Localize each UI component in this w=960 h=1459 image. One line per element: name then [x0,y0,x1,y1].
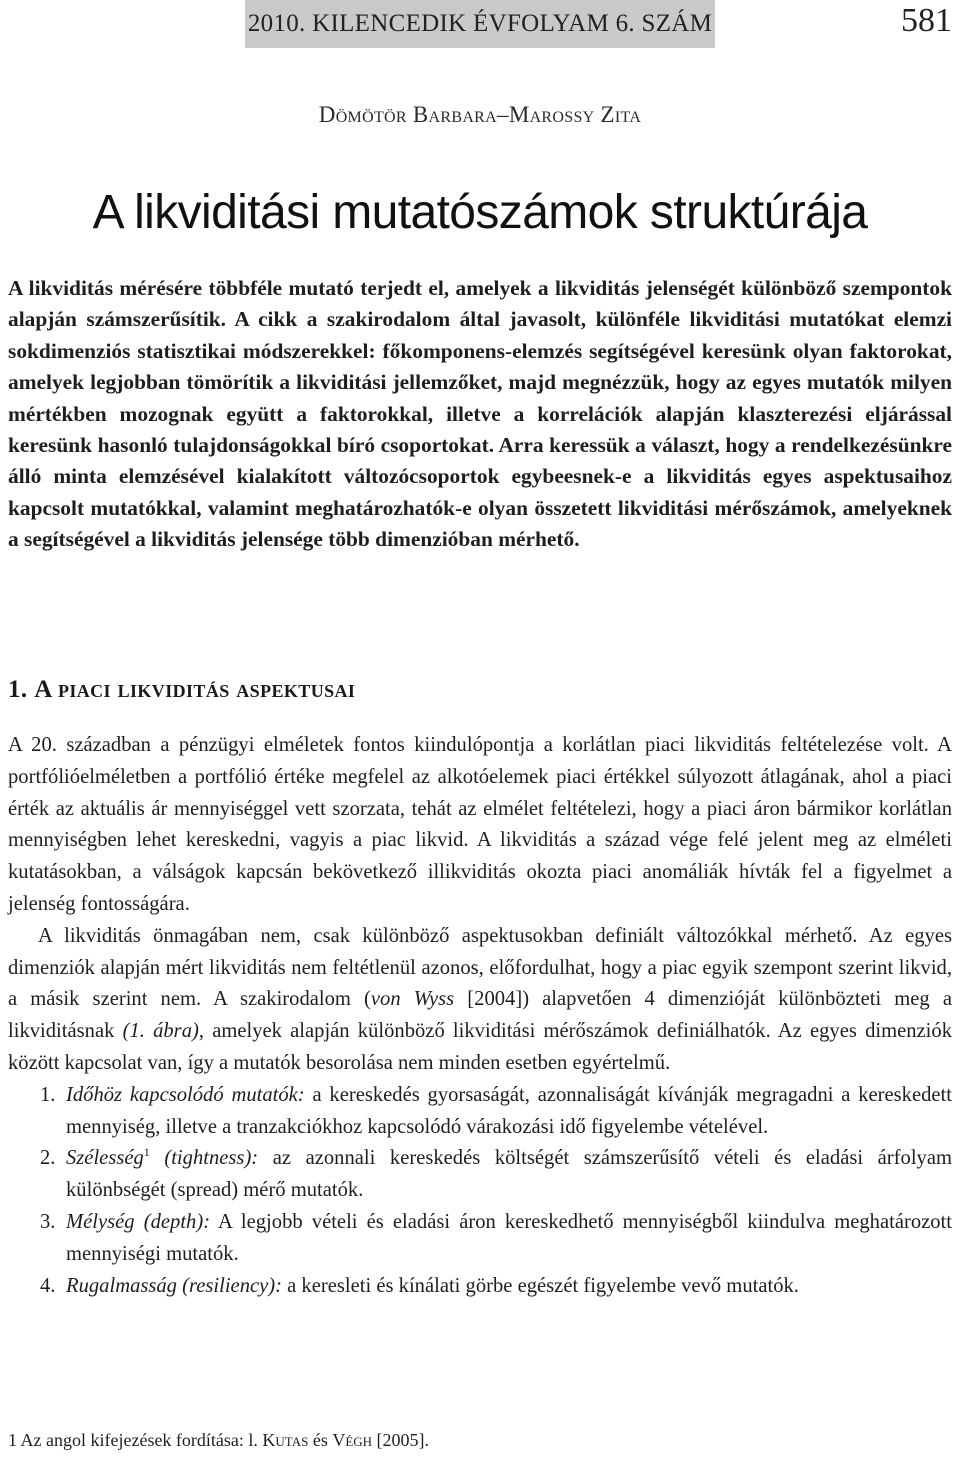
author-separator: – [497,102,509,127]
paragraph-2-text-b: [2004]) alapvetően 4 dimenzióját különbözteti meg a likviditásnak [8,988,952,1043]
author-first: Dömötör Barbara [318,102,498,127]
footnote-number: 1 [8,1430,17,1450]
running-header [0,0,960,48]
footnote-author-1: Kutas [262,1430,309,1450]
figure-reference: (1. ábra) [122,1020,199,1043]
footnote [8,1430,429,1451]
abstract: A likviditás mérésére többféle mutató terjedt el, amelyek a likviditás jelenségét különböző szempontok alapján számszerűsítik. A cikk a szakirodalom által javasolt, különféle likviditási mutatókat elemzi sokdimenziós statisztikai módszerekkel: főkomponens-elemzés segítségével keresünk olyan faktorokat, amelyek legjobban tömörítik a likviditási jellemzőket, majd megnézzük, hogy az egyes mutatók milyen mértékben mozognak együtt a faktorokkal, illetve a korrelációk alapján klaszterezési eljárással keresünk hasonló tulajdonságokkal bíró csoportokat. Arra keressük a választ, hogy a rendelkezésünkre álló minta elemzésével kialakított változócsoportok egybeesnek-e a likviditás egyes aspektusaihoz kapcsolt mutatókkal, valamint meghatározhatók-e olyan összetett likviditási mérőszámok, amelyeknek a segítségével a likviditás jelensége több dimenzióban mérhető. [8,276,952,552]
list-item-number: 1. [40,1083,56,1106]
section-heading [8,676,355,704]
list-item [8,1080,952,1144]
footnote-marker: 1 [143,1145,150,1160]
page-number: 581 [901,2,952,39]
list-item-term: Rugalmasság (resiliency): [66,1274,282,1297]
list-item-number: 2. [40,1147,56,1170]
list-item-term: Időhöz kapcsolódó mutatók: [66,1083,305,1106]
list-item-number: 3. [40,1210,56,1233]
paragraph-2-text-a: A likviditás önmagában nem, csak különböző aspektusokban definiált változókkal mérhető. Az egyes dimenziók alapján mért likviditás nem feltétlenül azonos, előfordulhat, hogy a piac egyik szempont szerint likvid, a másik szerint nem. A szakirodalom ( [8,924,952,1011]
list-item-text: a keresleti és kínálati görbe egészét figyelembe vevő mutatók. [282,1274,799,1297]
author-line [0,102,960,128]
list-item [8,1143,952,1207]
footnote-author-2: Végh [332,1430,373,1450]
list-item [8,1271,952,1303]
list-item-text: a kereskedés gyorsaságát, azonnaliságát kívánják megragadni a kereskedett mennyiség, illetve a tranzakciókhoz kapcsolódó várakozási idő figyelembe vételével. [66,1083,953,1138]
footnote-conjunction: és [308,1430,333,1450]
list-item-number: 4. [40,1274,56,1297]
article-body [8,730,952,1302]
section-number: 1. [8,676,28,703]
paragraph-2 [8,921,952,1080]
list-item-term-suffix: (tightness): [149,1147,259,1170]
paragraph-2-text-c: , amelyek alapján különböző likviditási mérőszámok definiálhatók. Az egyes dimenziók között kapcsolat van, így a mutatók besorolása nem minden esetben egyértelmű. [8,1020,952,1074]
list-item-term: Szélesség [66,1147,144,1170]
footnote-text: Az angol kifejezések fordítása: l. [17,1430,263,1450]
list-item-term: Mélység (depth): [66,1210,211,1233]
dimension-list [8,1080,952,1303]
author-second: Marossy Zita [508,102,642,127]
journal-issue-label: 2010. KILENCEDIK ÉVFOLYAM 6. SZÁM [245,0,715,48]
article-title: A likviditási mutatószámok struktúrája [92,186,868,239]
list-item-text: az azonnali kereskedés költségét számszerűsítő vételi és eladási árfolyam különbségét (spread) mérő mutatók. [66,1147,952,1202]
list-item [8,1207,952,1271]
paragraph-1: A 20. században a pénzügyi elméletek fontos kiindulópontja a korlátlan piaci likviditás feltételezése volt. A portfólióelméletben a portfólió értéke megfelel az alkotóelemek piaci értékkel súlyozott átlagának, ahol a piaci érték az aktuális ár mennyiséggel vett szorzata, tehát az elmélet feltételezi, hogy a piaci áron bármikor korlátlan mennyiségben lehet kereskedni, vagyis a piac likvid. A likviditás a század vége felé jelent meg az elméleti kutatásokban, a válságok kapcsán bekövetkező illikviditás okozta piaci anomáliák hívták fel a figyelmet a jelenség fontosságára. [8,734,952,915]
list-item-text: A legjobb vételi és eladási áron kereskedhető mennyiségből kiindulva meghatározott mennyiségi mutatók. [66,1210,952,1265]
citation-von-wyss: von Wyss [370,988,455,1011]
footnote-year: [2005]. [372,1430,430,1450]
section-title: A piaci likviditás aspektusai [34,676,356,703]
